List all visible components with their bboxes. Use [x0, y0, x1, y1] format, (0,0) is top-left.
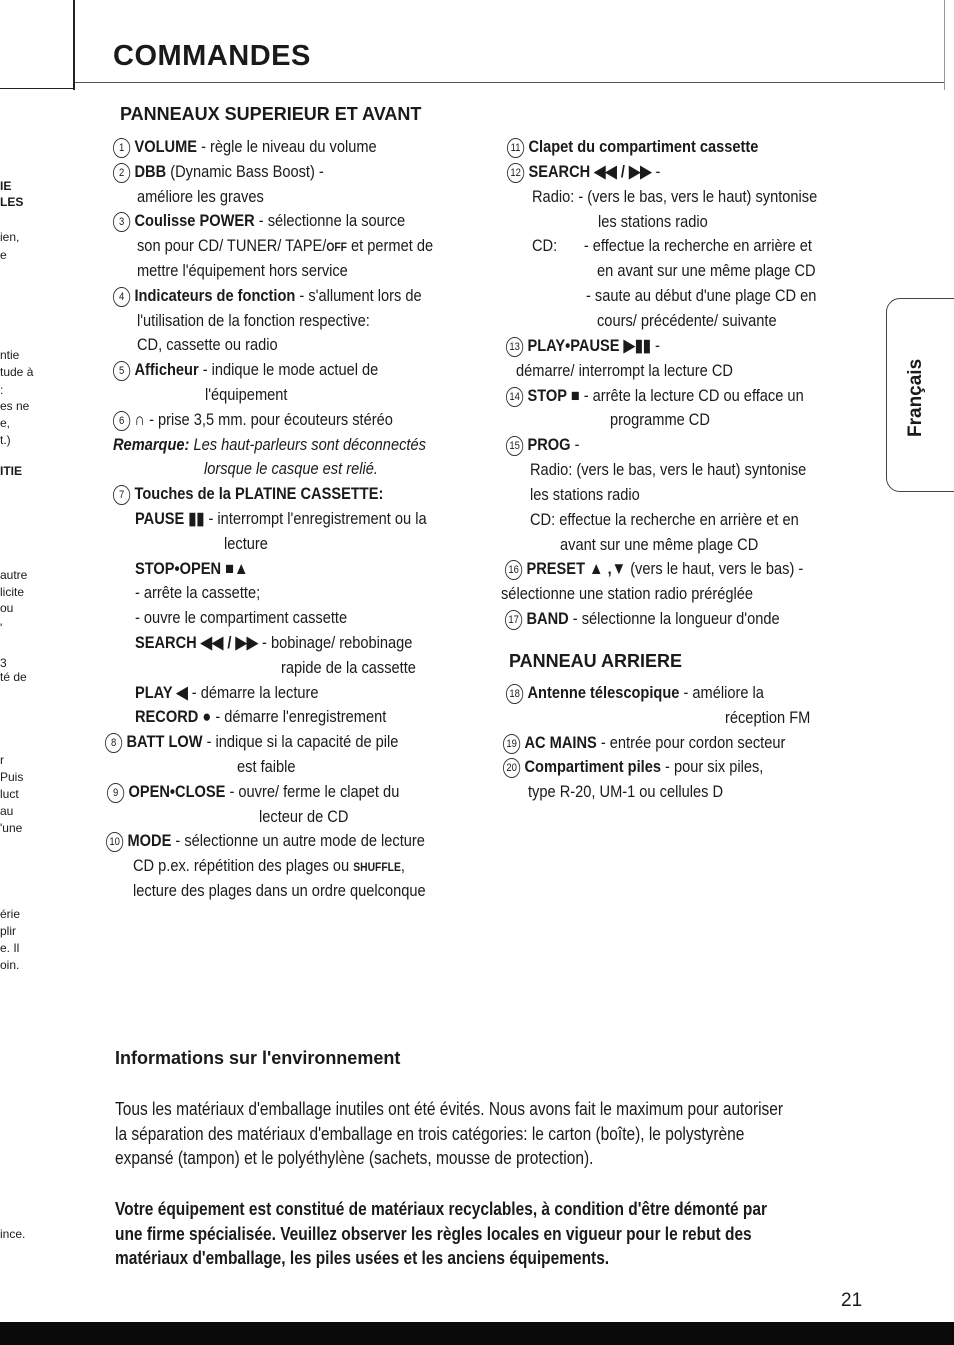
control-name: PROG	[527, 435, 571, 455]
description-text: cours/ précédente/ suivante	[597, 310, 777, 330]
front-col2-line	[505, 607, 780, 631]
description-text: les stations radio	[598, 211, 708, 231]
control-name: BAND	[526, 609, 569, 629]
description-text: est faible	[237, 757, 296, 776]
description-text: sélectionne une station radio préréglée	[501, 584, 753, 604]
control-name: RECORD ●	[135, 707, 212, 727]
item-number-badge: 17	[505, 610, 522, 630]
description-text: réception FM	[725, 707, 811, 727]
description-text: ,	[400, 856, 405, 876]
margin-fragment: es ne	[0, 399, 30, 413]
margin-fragment: plir	[0, 924, 17, 938]
item-number-badge: 1	[113, 138, 130, 158]
front-col2-line	[501, 582, 753, 606]
description-text: - démarre l'enregistrement	[211, 707, 387, 727]
item-number-badge: 12	[507, 163, 524, 183]
margin-fragment: luct	[0, 787, 19, 801]
description-text: démarre/ interrompt la lecture CD	[516, 360, 733, 380]
item-number-badge: 15	[506, 436, 523, 456]
description-text: - démarre la lecture	[187, 682, 319, 702]
front-col1-line	[113, 135, 377, 159]
description-text: et permet de	[346, 236, 434, 256]
margin-fragment: ntie	[0, 348, 20, 362]
control-name: VOLUME	[134, 137, 198, 156]
bottom-edge-bar	[0, 1322, 954, 1345]
description-text: - améliore la	[679, 683, 764, 702]
margin-fragment: tude à	[0, 365, 34, 379]
margin-fragment: au	[0, 804, 14, 818]
description-text: - interrompt l'enregistrement ou la	[204, 509, 427, 528]
description-text: lecture	[224, 533, 268, 553]
description-text: lecture des plages dans un ordre quelconque	[133, 881, 426, 900]
front-col2-line	[532, 234, 812, 258]
front-col1-line	[133, 854, 405, 879]
control-name: PAUSE ▮▮	[135, 509, 205, 528]
control-name: PRESET ▲ ,▼	[526, 559, 627, 579]
front-col1-line	[113, 209, 405, 233]
rear-line	[503, 755, 763, 779]
front-col2-line	[586, 284, 816, 308]
front-col1-line	[224, 532, 268, 556]
front-col2-line	[507, 135, 758, 159]
front-col1-line	[113, 482, 383, 506]
front-col1-line	[113, 358, 378, 382]
description-text: l'utilisation de la fonction respective:	[137, 310, 370, 330]
front-col2-line	[597, 259, 816, 283]
front-col1-line	[205, 383, 287, 407]
margin-fragment: té de	[0, 670, 27, 684]
description-text: - règle le niveau du volume	[197, 137, 377, 156]
description-text: son pour CD/ TUNER/ TAPE/	[137, 236, 327, 256]
item-number-badge: 7	[113, 485, 130, 505]
control-name: BATT LOW	[126, 732, 203, 752]
description-text: - sélectionne un autre mode de lecture	[171, 831, 425, 851]
header-rule	[0, 88, 75, 89]
margin-fragment: IE	[0, 179, 12, 193]
note-text: lorsque le casque est relié.	[204, 459, 378, 479]
control-name: SEARCH ◀◀ / ▶▶	[135, 633, 258, 652]
side-tab-label: Français	[905, 358, 926, 437]
margin-fragment: érie	[0, 907, 21, 921]
margin-fragment: e. Il	[0, 941, 20, 955]
item-number-badge: 9	[107, 783, 124, 803]
margin-fragment: ien,	[0, 230, 20, 244]
margin-fragment: e,	[0, 416, 11, 430]
description-text: - indique si la capacité de pile	[202, 732, 399, 752]
control-name: Coulisse POWER	[134, 211, 255, 231]
front-col1-line	[281, 656, 416, 680]
rear-line	[528, 780, 723, 804]
control-name: Indicateurs de fonction	[134, 285, 296, 305]
front-col2-line	[516, 359, 733, 383]
item-number-badge: 4	[113, 287, 130, 307]
description-text: avant sur une même plage CD	[560, 534, 759, 554]
rear-line	[725, 706, 810, 730]
description-text: CD, cassette ou radio	[137, 335, 278, 355]
description-text: lecteur de CD	[259, 806, 349, 826]
front-col1-line	[133, 879, 426, 903]
front-col1-line	[137, 234, 433, 259]
front-col1-line	[135, 557, 248, 581]
front-col1-line	[137, 185, 264, 209]
item-number-badge: 14	[506, 387, 523, 407]
note-label: Remarque:	[113, 434, 190, 454]
left-border-line	[73, 0, 75, 90]
front-col2-line	[597, 309, 777, 333]
margin-fragment: :	[0, 383, 4, 397]
section-heading-front: PANNEAUX SUPERIEUR ET AVANT	[120, 104, 422, 124]
front-col2-line	[506, 334, 660, 358]
margin-fragment: e	[0, 248, 7, 262]
description-text: - sélectionne la longueur d'onde	[568, 609, 780, 629]
description-text: - ouvre le compartiment cassette	[135, 608, 348, 628]
control-name: Antenne télescopique	[527, 683, 680, 702]
item-number-badge: 20	[503, 758, 520, 778]
front-col2-line	[505, 557, 803, 581]
page-title: COMMANDES	[113, 40, 311, 72]
description-text: -	[650, 335, 660, 355]
description-text: CD:	[532, 236, 558, 256]
note-text: Les haut-parleurs sont déconnectés	[189, 434, 426, 454]
control-name: Compartiment piles	[524, 757, 661, 777]
control-name: Afficheur	[134, 360, 199, 380]
item-number-badge: 19	[503, 734, 520, 754]
front-col1-line	[107, 780, 399, 804]
control-name: PLAY ◀	[135, 682, 188, 702]
margin-fragment: autre	[0, 568, 28, 582]
item-number-badge: 6	[113, 411, 130, 431]
item-number-badge: 8	[105, 733, 122, 753]
margin-fragment: 3	[0, 656, 7, 670]
title-underline	[75, 82, 945, 83]
front-col1-line	[259, 805, 348, 829]
paragraph-line: Votre équipement est constitué de matériaux recyclables, à condition d'être démonté par	[115, 1199, 768, 1219]
front-col1-line	[135, 581, 260, 605]
paragraph-line: Tous les matériaux d'emballage inutiles ont été évités. Nous avons fait le maximum pour autoriser	[115, 1099, 784, 1119]
front-col1-line	[113, 160, 324, 184]
right-border-line	[944, 0, 945, 90]
margin-fragment: ince.	[0, 1227, 26, 1241]
control-name: DBB	[134, 161, 167, 181]
front-col1-line	[113, 433, 426, 457]
description-text: ∩ - prise 3,5 mm. pour écouteurs stéréo	[134, 409, 393, 429]
front-col1-line	[135, 606, 347, 630]
paragraph-line: expansé (tampon) et le polyéthylène (sachets, mousse de protection).	[115, 1148, 594, 1168]
margin-fragment: LES	[0, 195, 24, 209]
description-text: Radio: - (vers le bas, vers le haut) syntonise	[532, 186, 818, 206]
margin-fragment: t.)	[0, 433, 11, 447]
description-text: Radio: (vers le bas, vers le haut) syntonise	[530, 460, 807, 480]
description-text: programme CD	[610, 410, 710, 430]
description-text: les stations radio	[530, 484, 640, 504]
item-number-badge: 10	[106, 832, 123, 852]
front-col2-line	[610, 408, 710, 432]
item-number-badge: 11	[507, 138, 524, 158]
rear-line	[506, 681, 764, 705]
small-caps-term: SHUFFLE	[353, 860, 401, 875]
section-heading-rear: PANNEAU ARRIERE	[509, 651, 683, 671]
front-col1-line	[113, 284, 422, 308]
control-name: OPEN•CLOSE	[128, 781, 226, 801]
front-col1-line	[135, 681, 319, 705]
item-number-badge: 2	[113, 163, 130, 183]
description-text: - entrée pour cordon secteur	[596, 732, 786, 752]
margin-fragment: ITIE	[0, 464, 23, 478]
front-col1-line	[135, 631, 412, 655]
description-text: (Dynamic Bass Boost) -	[166, 161, 324, 181]
front-col1-line	[204, 457, 378, 481]
rear-line	[503, 731, 785, 755]
front-col1-line	[106, 829, 425, 853]
item-number-badge: 16	[505, 560, 522, 580]
control-name: AC MAINS	[524, 732, 597, 752]
description-text: - sélectionne la source	[254, 211, 406, 231]
description-text: -	[651, 161, 661, 181]
environment-heading: Informations sur l'environnement	[115, 1048, 401, 1068]
front-col2-line	[530, 458, 806, 482]
description-text: CD: effectue la recherche en arrière et en	[530, 509, 799, 529]
description-text: mettre l'équipement hors service	[137, 261, 348, 280]
description-text: - bobinage/ rebobinage	[257, 633, 413, 652]
control-name: MODE	[127, 831, 172, 851]
item-number-badge: 18	[506, 684, 523, 704]
front-col1-line	[137, 309, 370, 333]
item-number-badge: 13	[506, 337, 523, 357]
front-col2-line	[506, 384, 804, 408]
description-text: - arrête la cassette;	[135, 583, 261, 603]
description-text: - ouvre/ ferme le clapet du	[225, 781, 400, 801]
front-col2-line	[530, 508, 799, 532]
control-name: PLAY•PAUSE ▶▮▮	[527, 335, 651, 355]
small-caps-term: OFF	[326, 240, 347, 255]
margin-fragment: oin.	[0, 958, 20, 972]
front-col2-line	[506, 433, 579, 457]
front-col1-line	[137, 333, 278, 357]
description-text: (vers le haut, vers le bas) -	[626, 559, 804, 579]
paragraph-line: matériaux d'emballage, les piles usées et les anciens équipements.	[115, 1248, 610, 1268]
description-text: -	[570, 435, 580, 455]
item-number-badge: 3	[113, 212, 130, 232]
margin-fragment: ou	[0, 601, 14, 615]
front-col1-line	[113, 408, 393, 432]
front-col2-line	[532, 185, 817, 209]
description-text: en avant sur une même plage CD	[597, 261, 816, 281]
control-name: Clapet du compartiment cassette	[528, 137, 759, 156]
description-text: rapide de la cassette	[281, 657, 416, 677]
description-text: type R-20, UM-1 ou cellules D	[528, 782, 724, 802]
description-text: - s'allument lors de	[295, 285, 422, 305]
front-col1-line	[135, 705, 386, 729]
margin-fragment: Puis	[0, 770, 24, 784]
margin-fragment: '	[0, 621, 3, 635]
control-name: STOP ■	[527, 385, 580, 405]
front-col2-line	[530, 483, 640, 507]
paragraph-line: la séparation des matériaux d'emballage en trois catégories: le carton (boîte), le polystyrène	[115, 1123, 745, 1144]
description-text: - effectue la recherche en arrière et	[583, 236, 812, 256]
paragraph-line: une firme spécialisée. Veuillez observer les règles locales en vigueur pour le rebut des	[115, 1223, 752, 1244]
margin-fragment: 'une	[0, 821, 23, 835]
description-text: - indique le mode actuel de	[198, 360, 379, 380]
front-col1-line	[135, 507, 427, 531]
front-col2-line	[560, 533, 758, 557]
description-text: améliore les graves	[137, 186, 264, 206]
page-number: 21	[841, 1290, 863, 1311]
front-col2-line	[507, 160, 660, 184]
front-col1-line	[105, 730, 398, 754]
item-number-badge: 5	[113, 361, 130, 381]
front-col1-line	[137, 259, 348, 283]
front-col1-line	[237, 755, 296, 779]
description-text: - arrête la lecture CD ou efface un	[579, 385, 804, 405]
control-name: SEARCH ◀◀ / ▶▶	[528, 161, 652, 181]
margin-fragment: r	[0, 753, 4, 767]
control-name: STOP•OPEN ■▲	[135, 558, 249, 578]
front-col2-line	[598, 210, 708, 234]
description-text: - pour six piles,	[660, 757, 764, 777]
description-text: - saute au début d'une plage CD en	[586, 286, 817, 306]
description-text: CD p.ex. répétition des plages ou	[133, 856, 354, 876]
control-name: Touches de la PLATINE CASSETTE:	[134, 484, 384, 504]
description-text: l'équipement	[205, 385, 288, 404]
margin-fragment: licite	[0, 585, 25, 599]
